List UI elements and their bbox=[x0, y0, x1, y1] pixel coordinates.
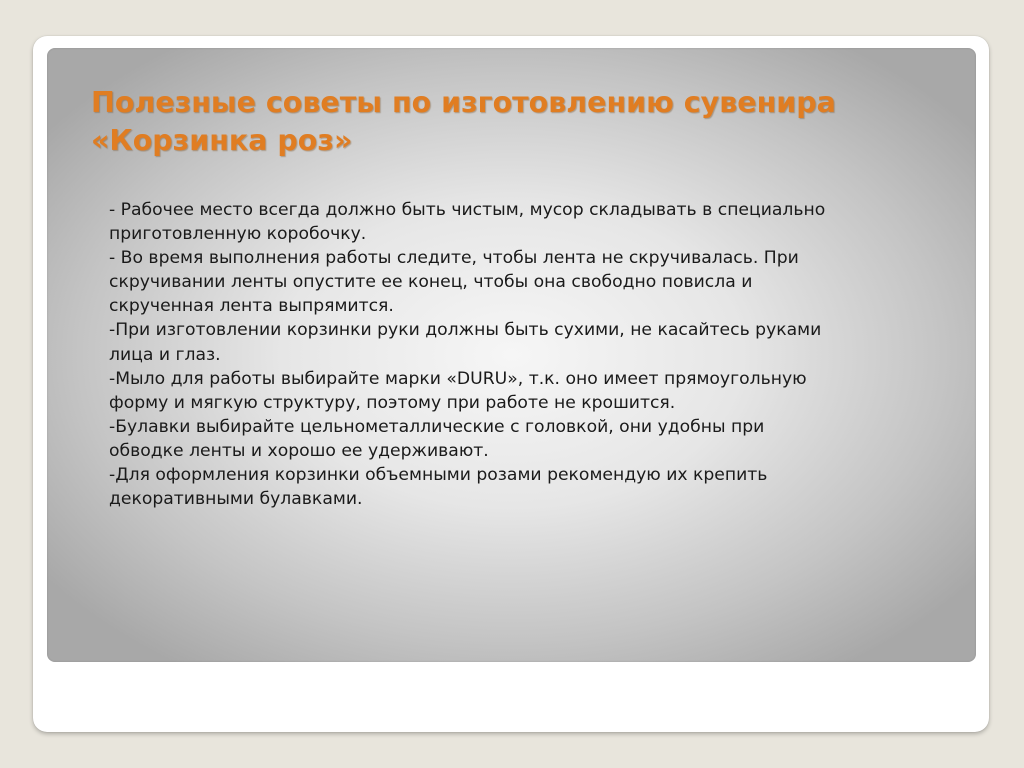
slide-title bbox=[91, 84, 951, 160]
tips-list bbox=[109, 198, 949, 511]
tip-item: -Мыло для работы выбирайте марки «DURU», т.к. оно имеет прямоугольную форму и мягкую структуру, поэтому при работе не крошится. bbox=[109, 368, 807, 413]
tip-item: - Во время выполнения работы следите, чтобы лента не скручивалась. При скручивании ленты опустите ее конец, чтобы она свободно повисла и скрученная лента выпрямится. bbox=[109, 248, 799, 317]
slide-title-line-1: Полезные советы по изготовлению сувенира bbox=[91, 86, 836, 119]
tip-item: -Булавки выбирайте цельнометаллические с головкой, они удобны при обводке ленты и хорошо ее удерживают. bbox=[109, 416, 765, 461]
slide-title-line-2: «Корзинка роз» bbox=[91, 124, 353, 157]
tip-item: -При изготовлении корзинки руки должны быть сухими, не касайтесь руками лица и глаз. bbox=[109, 320, 822, 365]
tip-item: - Рабочее место всегда должно быть чистым, мусор складывать в специально приготовленную коробочку. bbox=[109, 200, 826, 245]
tip-item: -Для оформления корзинки объемными розами рекомендую их крепить декоративными булавками. bbox=[109, 465, 768, 510]
